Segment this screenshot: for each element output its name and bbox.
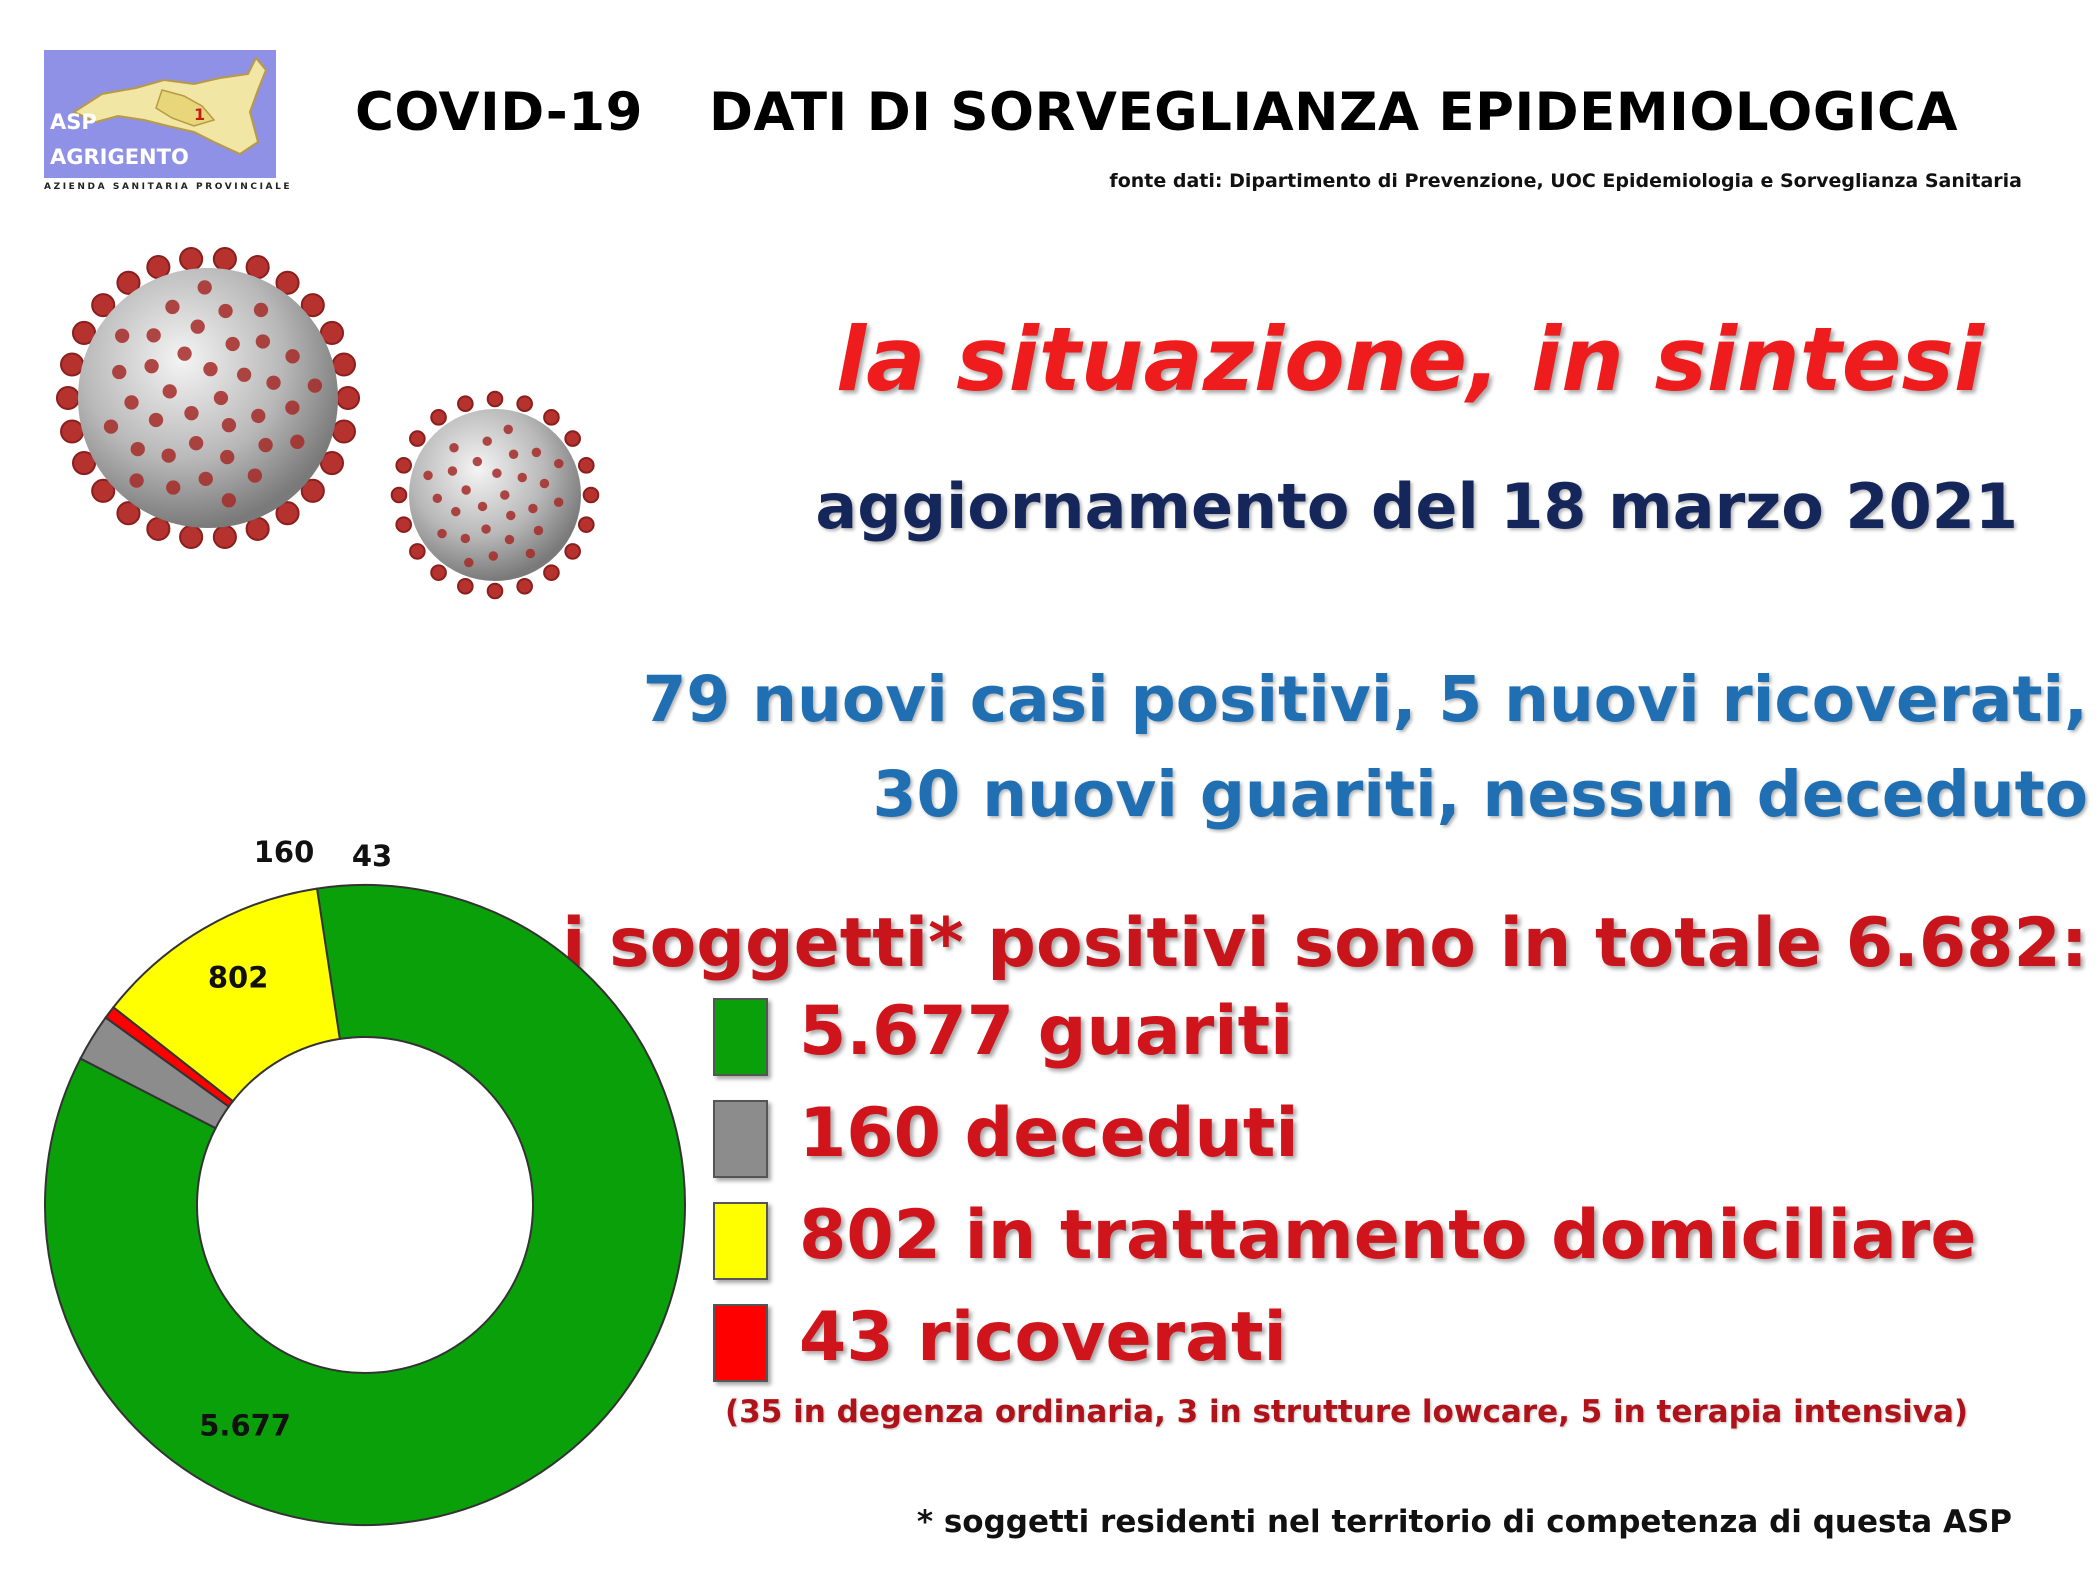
virus-large-image bbox=[38, 228, 378, 568]
virus-small-image bbox=[380, 380, 610, 610]
logo-line1: ASP bbox=[50, 110, 97, 134]
header-title: DATI DI SORVEGLIANZA EPIDEMIOLOGICA bbox=[709, 82, 1958, 143]
news-line-1: 79 nuovi casi positivi, 5 nuovi ricoverati, bbox=[642, 663, 2088, 736]
legend-label-deceduti: 160 deceduti bbox=[799, 1094, 1299, 1173]
update-date: aggiornamento del 18 marzo 2021 bbox=[815, 470, 2018, 543]
asp-agrigento-logo bbox=[44, 50, 293, 200]
positives-donut-chart bbox=[0, 820, 700, 1560]
hospital-breakdown-note: (35 in degenza ordinaria, 3 in strutture lowcare, 5 in terapia intensiva) bbox=[725, 1394, 1969, 1430]
legend-label-ricoverati: 43 ricoverati bbox=[799, 1298, 1287, 1377]
page-header bbox=[355, 82, 1958, 143]
summary-title: la situazione, in sintesi bbox=[836, 308, 1984, 411]
legend-swatch-green bbox=[713, 998, 768, 1076]
data-source: fonte dati: Dipartimento di Prevenzione, UOC Epidemiologia e Sorveglianza Sanitaria bbox=[1109, 170, 2022, 192]
donut-label-802: 802 bbox=[207, 960, 269, 995]
legend-swatch-gray bbox=[713, 1100, 768, 1178]
news-line-2: 30 nuovi guariti, nessun deceduto bbox=[872, 758, 2088, 831]
positive-total: i soggetti* positivi sono in totale 6.682: bbox=[562, 904, 2088, 983]
logo-line2: AGRIGENTO bbox=[50, 145, 189, 169]
legend-label-guariti: 5.677 guariti bbox=[799, 992, 1294, 1071]
logo-subtitle: AZIENDA SANITARIA PROVINCIALE bbox=[44, 182, 293, 192]
donut-label-160: 160 bbox=[253, 835, 315, 869]
legend-swatch-red bbox=[713, 1304, 768, 1382]
legend-label-domiciliare: 802 in trattamento domiciliare bbox=[799, 1196, 1977, 1275]
header-covid: COVID-19 bbox=[355, 82, 643, 143]
donut-label-43: 43 bbox=[351, 839, 393, 873]
logo-map-marker: 1 bbox=[194, 105, 206, 124]
donut-label-5677: 5.677 bbox=[199, 1408, 291, 1443]
footnote: * soggetti residenti nel territorio di competenza di questa ASP bbox=[916, 1504, 2012, 1540]
legend-swatch-yellow bbox=[713, 1202, 768, 1280]
